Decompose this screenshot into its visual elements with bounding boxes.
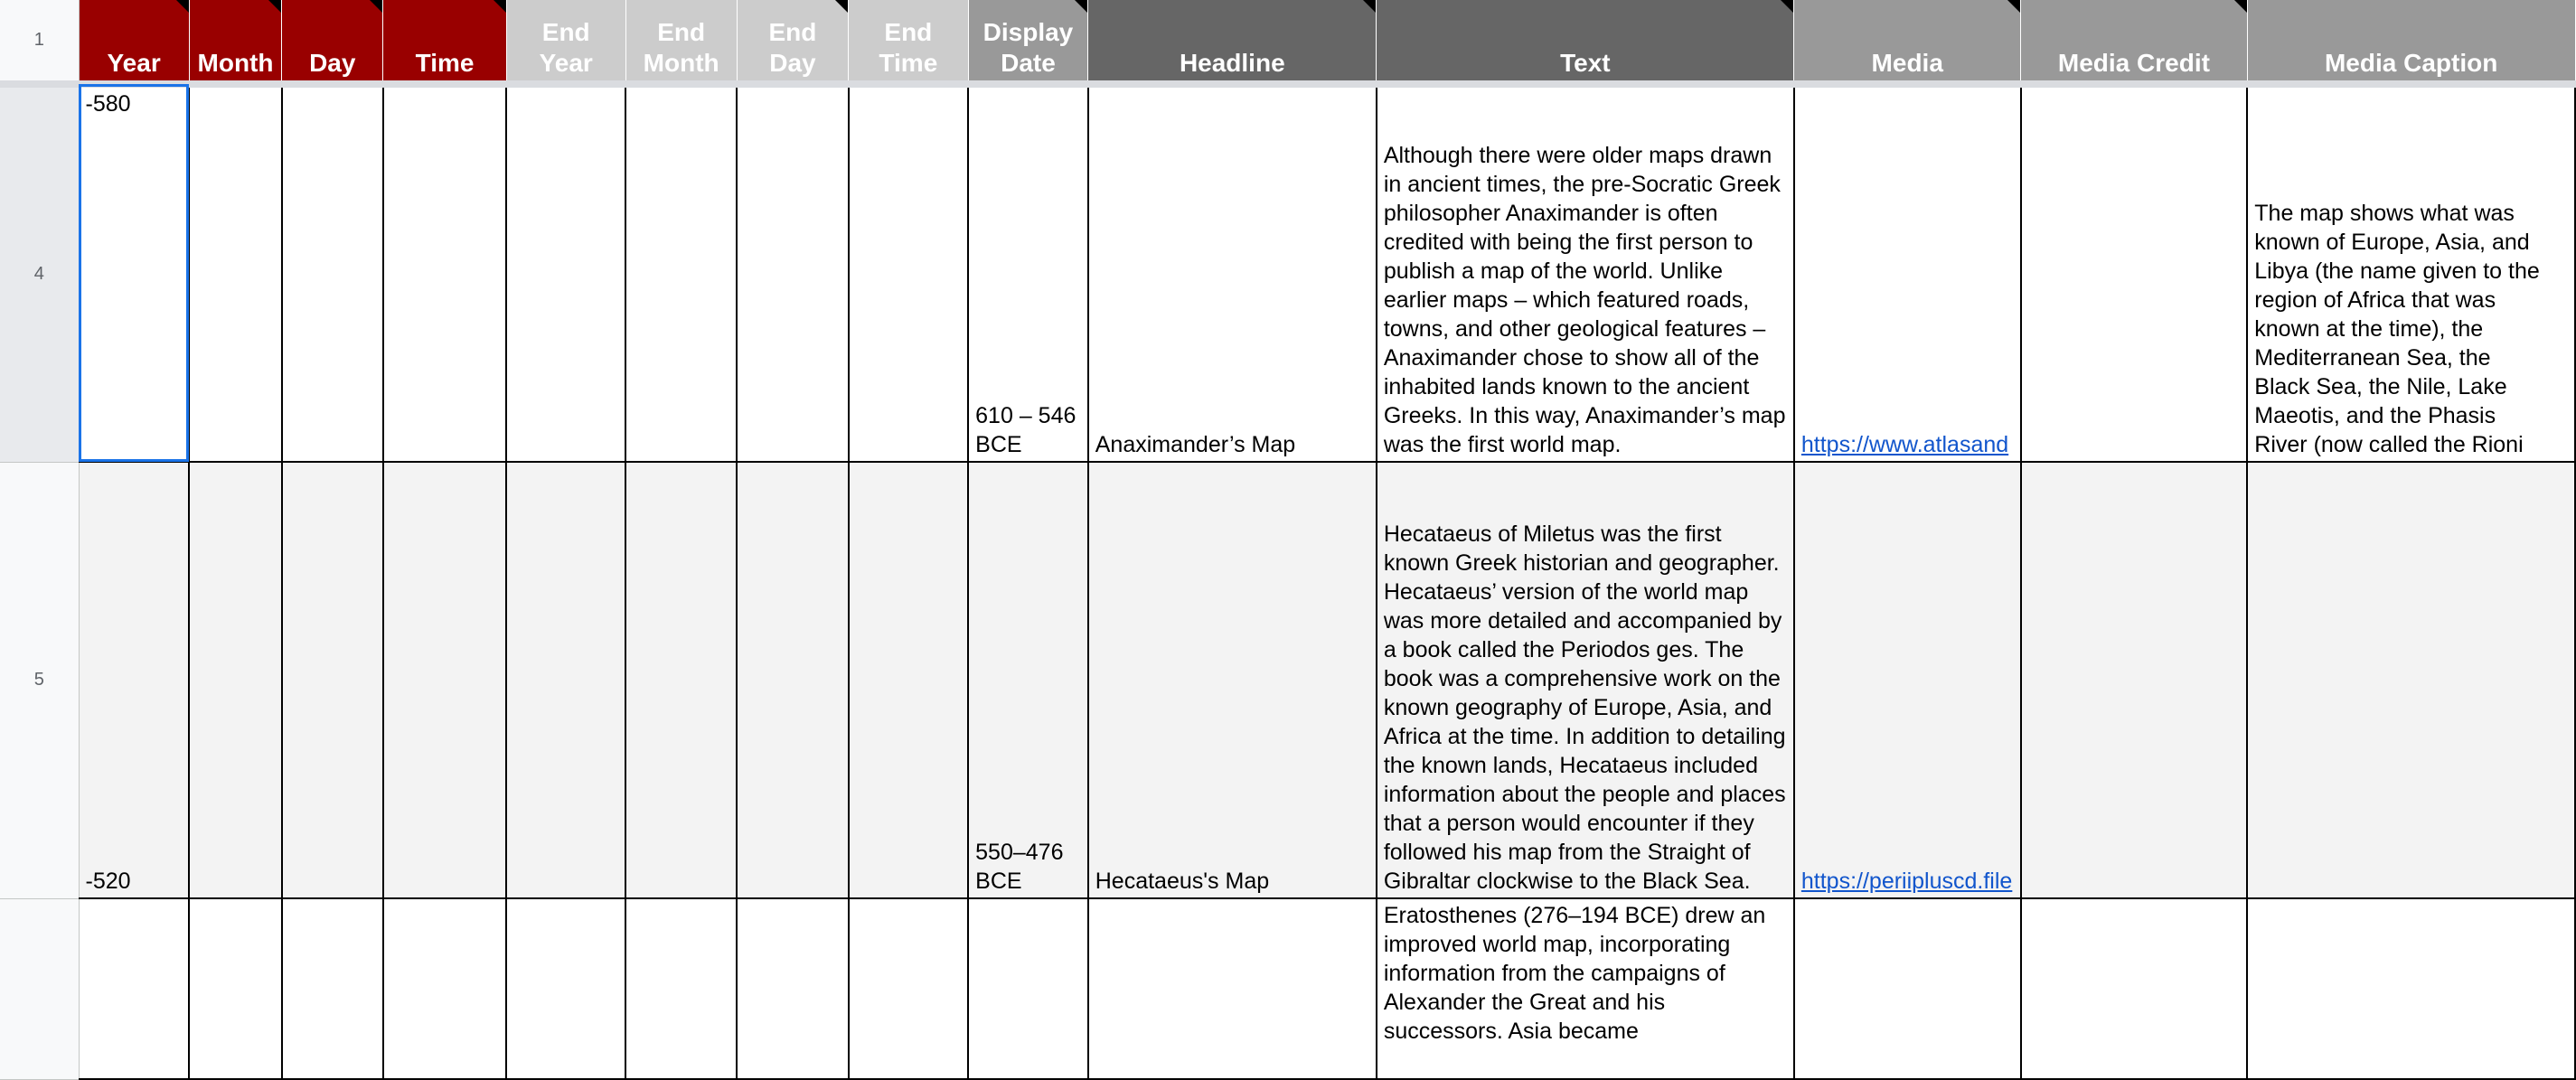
column-header-end-year[interactable]: End Year xyxy=(506,0,625,84)
cell-time[interactable] xyxy=(383,84,507,462)
cell-end-year[interactable] xyxy=(506,84,625,462)
cell-end-time[interactable] xyxy=(849,84,969,462)
cell-media-credit[interactable] xyxy=(2021,462,2248,898)
media-link[interactable]: https://periipluscd.file xyxy=(1800,869,2013,894)
cell-media[interactable] xyxy=(1794,84,2021,462)
note-indicator-icon xyxy=(2234,0,2247,13)
column-header-end-time[interactable]: End Time xyxy=(849,0,969,84)
table-row xyxy=(0,898,2575,1079)
media-caption-text: The map shows what was known of Europe, Asia, and Libya (the name given to the region of Africa that was known at the time), the Mediterranean Sea, the Black Sea, the Nile, Lake Maeotis, and the Phasis River (now called the Rioni xyxy=(2254,201,2540,457)
cell-media[interactable] xyxy=(1794,462,2021,898)
cell-month[interactable] xyxy=(189,898,282,1079)
header-row xyxy=(0,0,2575,84)
cell-month[interactable] xyxy=(189,84,282,462)
cell-end-month[interactable] xyxy=(625,84,737,462)
cell-time[interactable] xyxy=(383,462,507,898)
cell-end-day[interactable] xyxy=(737,84,848,462)
column-header-display-date[interactable]: Display Date xyxy=(968,0,1088,84)
row-number[interactable]: 1 xyxy=(0,0,79,84)
cell-end-time[interactable] xyxy=(849,462,969,898)
column-header-year[interactable]: Year xyxy=(79,0,189,84)
note-indicator-icon xyxy=(1075,0,1087,13)
note-indicator-icon xyxy=(1363,0,1376,13)
cell-end-year[interactable] xyxy=(506,462,625,898)
cell-end-day[interactable] xyxy=(737,898,848,1079)
cell-media-caption[interactable] xyxy=(2247,898,2575,1079)
media-link[interactable]: https://www.atlasand xyxy=(1800,432,2009,457)
column-header-media-credit[interactable]: Media Credit xyxy=(2021,0,2248,84)
column-header-day[interactable]: Day xyxy=(282,0,383,84)
column-header-time[interactable]: Time xyxy=(383,0,507,84)
cell-end-year[interactable] xyxy=(506,898,625,1079)
column-header-media[interactable]: Media xyxy=(1794,0,2021,84)
cell-display-date[interactable]: 550–476 BCE xyxy=(968,462,1088,898)
cell-headline[interactable]: Anaximander’s Map xyxy=(1088,84,1377,462)
cell-month[interactable] xyxy=(189,462,282,898)
cell-year[interactable]: -580 xyxy=(79,84,189,462)
cell-headline[interactable]: Hecataeus's Map xyxy=(1088,462,1377,898)
cell-end-day[interactable] xyxy=(737,462,848,898)
cell-media-caption[interactable] xyxy=(2247,84,2575,462)
cell-text[interactable]: Although there were older maps drawn in ancient times, the pre-Socratic Greek philosopher Anaximander is often credited with being the first person to publish a map of the world. Unlike earlier maps – which featured roads, towns, and other geological features – Anaximander chose to show all of the inhabited lands known to the ancient Greeks. In this way, Anaximander’s map was the first world map. xyxy=(1377,84,1794,462)
cell-time[interactable] xyxy=(383,898,507,1079)
note-indicator-icon xyxy=(370,0,382,13)
column-header-end-month[interactable]: End Month xyxy=(625,0,737,84)
cell-display-date[interactable] xyxy=(968,898,1088,1079)
cell-day[interactable] xyxy=(282,898,383,1079)
cell-media-caption[interactable] xyxy=(2247,462,2575,898)
note-indicator-icon xyxy=(2007,0,2020,13)
table-row xyxy=(0,84,2575,462)
cell-end-time[interactable] xyxy=(849,898,969,1079)
column-header-text[interactable]: Text xyxy=(1377,0,1794,84)
column-header-end-day[interactable]: End Day xyxy=(737,0,848,84)
column-header-month[interactable]: Month xyxy=(189,0,282,84)
cell-media[interactable] xyxy=(1794,898,2021,1079)
cell-text[interactable]: Eratosthenes (276–194 BCE) drew an improved world map, incorporating information from the campaigns of Alexander the Great and his successors. Asia became xyxy=(1377,898,1794,1079)
cell-media-credit[interactable] xyxy=(2021,898,2248,1079)
cell-display-date[interactable]: 610 – 546 BCE xyxy=(968,84,1088,462)
table-row xyxy=(0,462,2575,898)
cell-end-month[interactable] xyxy=(625,898,737,1079)
row-number[interactable]: 5 xyxy=(0,462,79,898)
note-indicator-icon xyxy=(835,0,848,13)
cell-text[interactable]: Hecataeus of Miletus was the first known Greek historian and geographer. Hecataeus’ version of the world map was more detailed and accompanied by a book called the Periodos ges. The book was a comprehensive work on the known geography of Europe, Asia, and Africa at the time. In addition to detailing the known lands, Hecataeus included information about the people and places that a person would encounter if they followed his map from the Straight of Gibraltar clockwise to the Black Sea. xyxy=(1377,462,1794,898)
note-indicator-icon xyxy=(268,0,281,13)
cell-headline[interactable] xyxy=(1088,898,1377,1079)
note-indicator-icon xyxy=(176,0,189,13)
cell-day[interactable] xyxy=(282,84,383,462)
column-header-media-caption[interactable]: Media Caption xyxy=(2247,0,2575,84)
cell-day[interactable] xyxy=(282,462,383,898)
row-number[interactable]: 4 xyxy=(0,84,79,462)
note-indicator-icon xyxy=(1781,0,1793,13)
cell-year[interactable] xyxy=(79,898,189,1079)
row-number[interactable] xyxy=(0,898,79,1079)
cell-end-month[interactable] xyxy=(625,462,737,898)
note-indicator-icon xyxy=(494,0,506,13)
column-header-headline[interactable]: Headline xyxy=(1088,0,1377,84)
cell-year[interactable]: -520 xyxy=(79,462,189,898)
cell-media-credit[interactable] xyxy=(2021,84,2248,462)
